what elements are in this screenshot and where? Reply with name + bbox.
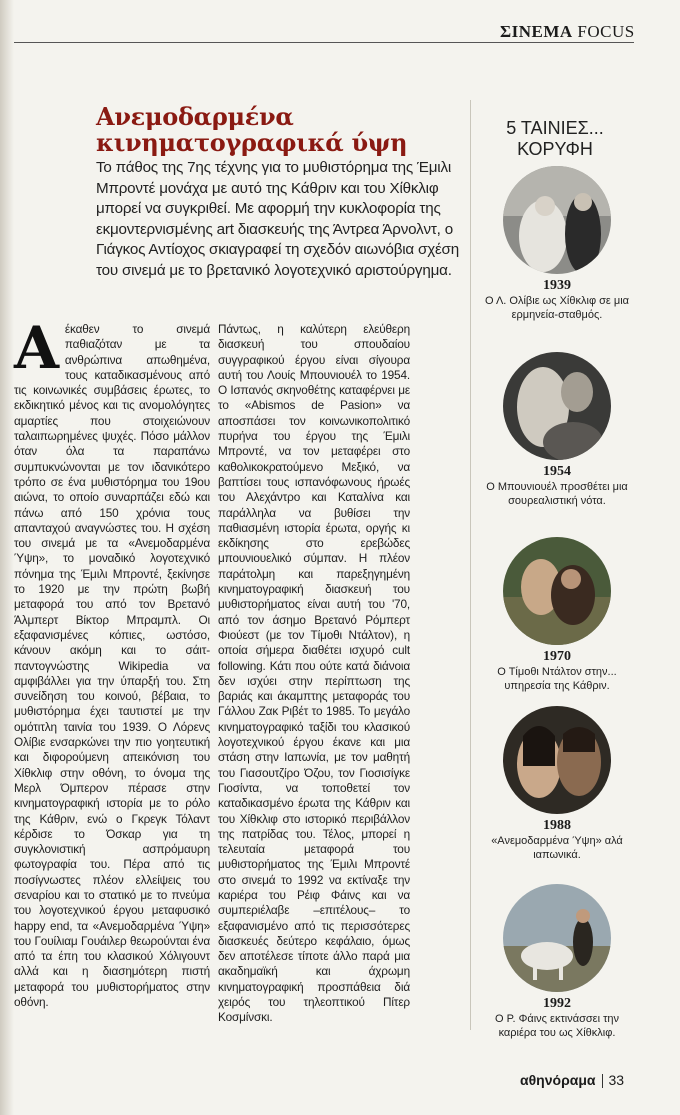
sidebar-divider	[470, 100, 471, 1030]
page-footer	[520, 1072, 624, 1088]
page-gutter-shadow	[0, 0, 14, 1115]
film-still-1988	[503, 706, 611, 814]
film-item-1939	[478, 166, 636, 322]
film-item-1988	[478, 706, 636, 862]
film-caption: Ο Ρ. Φάινς εκτινάσσει την καριέρα του ως Χίθκλιφ.	[494, 1013, 620, 1039]
body-column-2: Πάντως, η καλύτερη ελεύθερη διασκευή του σπουδαίου συγγραφικού έργου είναι σίγουρα αυτή του Λουίς Μπουνιουέλ το 1954. Ο Ισπανός σκηνοθέτης καταφέρνει με το «Abismos de Pasion» να αποσπάσει τον κοινωνικοπολιτικό πυρήνα του έργου της Έμιλι Μπροντέ, να τον μεταφέρει στο καθολικοκρατούμενο Μεξικό, να βαπτίσει τους ισπανόφωνους ήρωές του Αλεχάντρο και Καταλίνα και παράλληλα να βυθίσει την παθιασμένη ιστορία έρωτα, οργής κι εκδίκησης στο ερεβώδες μπουνιουελικό σύμπαν. Η πλέον παράτολμη και παρεξηγημένη κινηματογραφική διασκευή του μυθιστορήματος είναι αυτή του '70, από τον άσημο Βρετανό Ρόμπερτ Φιούεστ (με τον Τίμοθι Ντάλτον), η οποία σήμερα διαθέτει ισχυρό cult following. Κάτι που ούτε κατά διάνοια δεν ισχύει στην περίπτωση της βαριάς και άκαμπτης μεταφοράς του Γάλλου Ζακ Ριβέτ το 1985. Το μεγάλο κινηματογραφικό ταξίδι του κλασικού λογοτεχνικού έργου έκανε και μια στάση στην Ιαπωνία, με τον μαθητή του Γιασουτζίρο Όζου, τον Γιοσισίγκε Γιοσίντα, να τοποθετεί τον καταδικασμένο έρωτα της Κάθριν και του Χίθκλιφ στο ιστορικό περιβάλλον της πατρίδας του. Τέλος, μπορεί η τελευταία μεταφορά του μυθιστορήματος της Έμιλι Μπροντέ στο σινεμά το 1992 να εκτίναξε την καριέρα του Ρέιφ Φάινς και να συμπεριέλαβε –επιτέλους– το εξαφανισμένο από τις περισσότερες διασκευές δεύτερο κεφάλαιο, όμως δεν αποτέλεσε τίποτε άλλο παρά μια ακαδημαϊκή και άχρωμη κινηματογραφική προσπάθεια διά χειρός του τηλεοπτικού Πίτερ Κοσμίνσκι.	[218, 322, 410, 1025]
film-caption: «Ανεμοδαρμένα Ύψη» αλά ιαπωνικά.	[491, 835, 623, 861]
section-subname: FOCUS	[577, 22, 635, 41]
header-rule	[14, 42, 634, 43]
film-item-1992	[478, 884, 636, 1040]
film-year: 1988	[543, 818, 571, 833]
body-column-1	[14, 314, 210, 1010]
film-caption: Ο Λ. Ολίβιε ως Χίθκλιφ σε μια ερμηνεία-σταθμός.	[484, 295, 630, 321]
film-year: 1970	[543, 649, 571, 664]
film-still-1992	[503, 884, 611, 992]
section-header	[500, 22, 635, 42]
film-caption: Ο Μπουνιουέλ προσθέτει μια σουρεαλιστική νότα.	[486, 481, 628, 507]
film-year: 1992	[543, 996, 571, 1011]
footer-divider	[602, 1074, 603, 1088]
film-still-1954	[503, 352, 611, 460]
film-year: 1954	[543, 464, 571, 479]
magazine-brand: αθηνόραμα	[520, 1072, 596, 1088]
film-item-1970	[478, 537, 636, 693]
article-title: Ανεμοδαρμένα κινηματογραφικά ύψη	[96, 102, 408, 157]
film-year: 1939	[543, 278, 571, 293]
section-name: ΣΙΝΕΜΑ	[500, 22, 573, 41]
page-number: 33	[608, 1072, 625, 1088]
film-caption: Ο Τίμοθι Ντάλτον στην... υπηρεσία της Κάθριν.	[497, 666, 617, 692]
body-column-1-text: έκαθεν το σινεμά παθιαζόταν με τα ανθρώπινα απωθημένα, τους καταδικασμένους από τις κοινωνικές συμβάσεις έρωτες, το εκδικητικό μένος και τις ανομολόγητες αμαρτίες που στοιχειώνουν ταλαιπωρημένες ψυχές. Πόσο μάλλον όταν όλα τα παραπάνω συμπυκνώνονται με τον ιδανικότερο τρόπο σε ένα μυθιστόρημα του 19ου αιώνα, το οποίο συναρπάζει εδώ και πάνω από 150 χρόνια τους απανταχού αναγνώστες του. Η σχέση του σινεμά με τα «Ανεμοδαρμένα Ύψη», το μοναδικό λογοτεχνικό πόνημα της Έμιλι Μπροντέ, ξεκίνησε το 1920 με την πρώτη βωβή μεταφορά του από τον Βρετανό Άλμπερτ Βίκτορ Μπραμπλ. Οι εξαφανισμένες κόπιες, ωστόσο, κάνουν ακόμη και το σάιτ-παντογνώστης Wikipedia να αμφιβάλλει για την ύπαρξή του. Στη συνείδηση του κοινού, βέβαια, το μυθιστόρημα έχει ταυτιστεί με την ομότιτλη ταινία του 1939. Ο Λόρενς Ολίβιε ενσαρκώνει την πιο γοητευτική και διφορούμενη απεικόνιση του Χίθκλιφ στην οθόνη, το όνομα της Μερλ Όμπερον πέρασε στην κινηματογραφική ιστορία με το ρόλο της Κάθριν, ενώ ο Γκρεγκ Τόλαντ κέρδισε το Όσκαρ για τη συγκλονιστική ασπρόμαυρη φωτογραφία του. Πέρα από τις ποσίγνωστες πλέον ελλείψεις του σεναρίου και το στατικό με το πνεύμα του λογοτεχνικού έργου μεταφυσικό happy end, τα «Ανεμοδαρμένα Ύψη» του Γουίλιαμ Γουάιλερ θεωρούνται ένα από τα έπη του κλασικού Χόλιγουντ αλλά και η διασημότερη πιστή μεταφορά του μυθιστορήματος στην οθόνη.	[14, 322, 210, 1010]
drop-cap: Α	[14, 314, 59, 382]
film-item-1954	[478, 352, 636, 508]
film-still-1970	[503, 537, 611, 645]
film-still-1939	[503, 166, 611, 274]
article-lead: Το πάθος της 7ης τέχνης για το μυθιστόρημα της Έμιλι Μπροντέ μονάχα με αυτό της Κάθριν και του Χίθκλιφ μπορεί να συγκριθεί. Με αφορμή την κυκλοφορία της εκμοντερνισμένης art διασκευής της Άντρεα Άρνολντ, ο Γιάγκος Αντίοχος σκιαγραφεί τη σχεδόν αιωνόβια σχέση του σινεμά με το βρετανικό λογοτεχνικό αριστούργημα.	[96, 159, 459, 279]
sidebar-title: 5 ΤΑΙΝΙΕΣ... ΚΟΡΥΦΗ	[506, 118, 604, 159]
